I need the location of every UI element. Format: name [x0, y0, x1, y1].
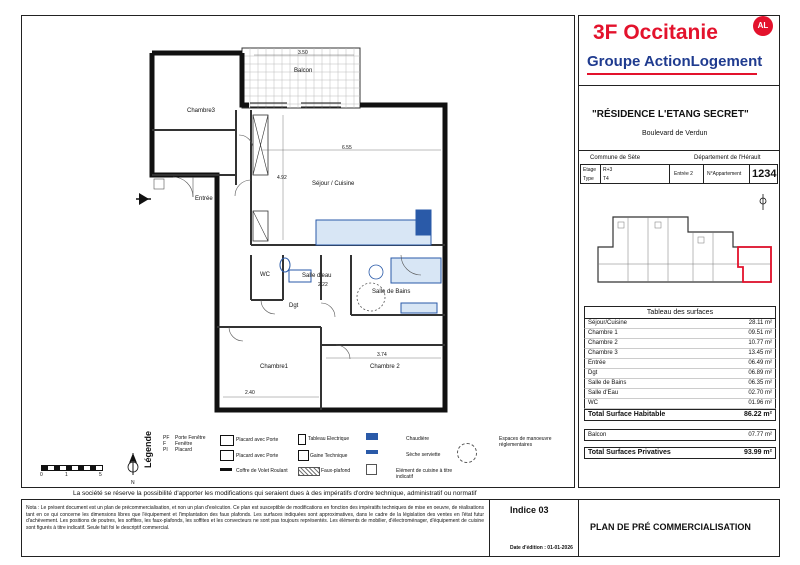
info-sep-2 [669, 165, 670, 183]
tableau-icon [298, 434, 306, 445]
surface-row-wc [584, 399, 776, 409]
surface-label: Entrée [588, 360, 606, 366]
north-arrow-icon [125, 453, 141, 479]
room-wc: WC [260, 272, 270, 278]
legend-title: Légende [143, 430, 153, 468]
espaces-icon [457, 443, 477, 463]
total-habitable-value: 86.22 m² [743, 411, 772, 418]
entree: Entrée 2 [674, 171, 693, 177]
scale-5: 5 [99, 472, 102, 478]
title-divider-2 [578, 150, 780, 151]
departement: Département de l'Hérault [694, 155, 761, 161]
brand-group: Groupe ActionLogement [587, 53, 763, 70]
surface-row-chambre3 [584, 349, 776, 359]
legend [21, 428, 575, 488]
room-chambre2: Chambre 2 [370, 364, 400, 370]
room-salle-bains: Salle de Bains [372, 289, 411, 295]
room-balcon: Balcon [294, 68, 313, 74]
edition-date: Date d'édition : 01-01-2026 [510, 545, 573, 551]
room-chambre1: Chambre1 [260, 364, 289, 370]
placard-sans-icon [220, 450, 234, 461]
surface-row-dgt [584, 369, 776, 379]
building-key-plan [593, 192, 773, 292]
surface-row-sejour [584, 319, 776, 329]
info-table [580, 164, 778, 184]
surface-label: Chambre 1 [588, 330, 618, 336]
info-sep-4 [749, 165, 750, 183]
surface-row-salle-bains [584, 379, 776, 389]
legend-element: Elément de cuisine à titre indicatif [396, 468, 453, 480]
surface-value: 13.45 m² [748, 350, 772, 356]
legend-pi: PI [163, 447, 168, 453]
surface-value: 10.77 m² [748, 340, 772, 346]
total-privatives-value: 93.99 m² [743, 449, 772, 456]
surface-total-privatives [584, 447, 776, 459]
type-label: Type [583, 176, 594, 182]
disclaimer: La société se réserve la possibilité d'apporter les modifications qui seraient dues à des impératifs d'ordre technique, administratif ou normatif [73, 490, 477, 497]
dim-chambre1: 2.40 [245, 390, 255, 396]
indice: Indice 03 [510, 505, 549, 515]
surface-label: Salle d'Eau [588, 390, 619, 396]
surfaces-title: Tableau des surfaces [584, 306, 776, 319]
coffre-icon [220, 468, 232, 471]
room-chambre3: Chambre3 [187, 108, 216, 114]
surface-value: 01.96 m² [748, 400, 772, 406]
surface-value: 28.11 m² [748, 320, 772, 326]
brand-logo [593, 21, 718, 45]
surface-value: 06.89 m² [748, 370, 772, 376]
dim-bath: 2.22 [318, 282, 328, 288]
faux-plafond-icon [298, 467, 320, 476]
chaudiere-icon [366, 433, 378, 440]
brand-name: 3F Occitanie [593, 21, 718, 44]
scale-0: 0 [40, 472, 43, 478]
total-habitable-label: Total Surface Habitable [588, 411, 666, 418]
surface-row-salle-eau [584, 389, 776, 399]
commune: Commune de Sète [590, 155, 641, 161]
info-sep-3 [703, 165, 704, 183]
legend-chaudiere: Chaudière [406, 436, 430, 442]
surface-label: Salle de Bains [588, 380, 627, 386]
element-icon [366, 464, 377, 475]
nota [26, 505, 484, 531]
surface-label: Chambre 2 [588, 340, 618, 346]
info-sep-1 [600, 165, 601, 183]
scale-1: 1 [65, 472, 68, 478]
total-privatives-label: Total Surfaces Privatives [588, 449, 671, 456]
surface-value: 09.51 m² [748, 330, 772, 336]
floor-plan [21, 15, 575, 488]
legend-coffre: Coffre de Volet Roulant [236, 468, 288, 474]
room-sejour: Séjour / Cuisine [312, 181, 355, 187]
room-dgt: Dgt [289, 303, 299, 309]
title-divider-1 [578, 85, 780, 86]
legend-f-label: Fenêtre [175, 441, 193, 447]
footer-sep-2 [578, 499, 579, 557]
type-value: T4 [603, 176, 609, 182]
surface-row-entree [584, 359, 776, 369]
scale-bar [41, 465, 103, 471]
plan-type: PLAN DE PRÉ COMMERCIALISATION [590, 522, 751, 532]
brand-underline [587, 73, 757, 75]
surface-row-chambre2 [584, 339, 776, 349]
legend-placard-sans: Placard avec Porte [236, 453, 279, 459]
legend-pi-label: Placard [175, 447, 192, 453]
legend-faux-plafond: Faux-plafond [321, 468, 351, 474]
balcon-label: Balcon [588, 432, 607, 438]
room-salle-eau: Salle d'eau [302, 273, 332, 279]
surface-label: Chambre 3 [588, 350, 618, 356]
room-entree: Entrée [195, 196, 213, 202]
legend-pf: PF [163, 435, 170, 441]
surface-row-balcon [584, 429, 776, 441]
etage-label: Etage [583, 167, 597, 173]
etage-value: R+3 [603, 167, 613, 173]
placard-porte-icon [220, 435, 234, 446]
balcon-value: 07.77 m² [748, 432, 772, 438]
legend-placard-porte: Placard avec Porte [236, 437, 279, 443]
surface-value: 06.49 m² [748, 360, 772, 366]
appt-number: 1234 [752, 168, 777, 180]
legend-gaine: Gaine Technique [310, 453, 348, 459]
legend-pf-label: Porte Fenêtre [175, 435, 206, 441]
surface-value: 06.35 m² [748, 380, 772, 386]
north-label: N [131, 480, 135, 486]
surface-total-habitable [584, 409, 776, 421]
legend-f: F [163, 441, 167, 447]
nota-text: Nota : Le présent document est un plan de précommercialisation, et non un plan d'exécution. Ce plan est susceptible de modifications en fonction des impératifs techniques de mise en oeuvre, de réalisations tant en ce qui concerne les dimensions libres que l'équipement et l'implantation des faux plafonds. Les surfaces indiquées sont approximatives, dans le cadre de la législation des ventes en l'état futur d'achèvement. Les positions de poutres, les soffites, les faux-plafonds, les soffites et les convecteurs ne sont pas toujours représentés. Les éléments de mobilier, d'électroménager, d'équipement de cuisine sont figurés à titre indicatif. Seule fait foi le descriptif commercial. [26, 505, 484, 531]
dim-sejour: 6.55 [342, 145, 352, 151]
dim-chambre2: 3.74 [377, 352, 387, 358]
surface-row-chambre1 [584, 329, 776, 339]
dim-vertical: 4.92 [277, 175, 287, 181]
surface-label: WC [588, 400, 598, 406]
seche-icon [366, 450, 378, 454]
project-name: "RÉSIDENCE L'ETANG SECRET" [592, 109, 749, 120]
footer-sep-1 [489, 499, 490, 557]
surface-value: 02.70 m² [748, 390, 772, 396]
legend-seche: Sèche serviette [406, 452, 441, 458]
project-address: Boulevard de Verdun [642, 130, 708, 137]
surfaces-table [584, 306, 776, 459]
brand-badge [753, 16, 773, 36]
legend-tableau: Tableau Electrique [308, 436, 350, 442]
surface-label: Dgt [588, 370, 598, 376]
dim-balcon: 3.50 [298, 50, 308, 56]
gaine-icon [298, 450, 309, 461]
surface-label: Séjour/Cuisine [588, 320, 628, 326]
appt-label: N°Appartement [707, 171, 742, 177]
brand-badge-text: AL [757, 21, 769, 30]
legend-espaces: Espaces de manoeuvre réglementaires [499, 436, 552, 448]
